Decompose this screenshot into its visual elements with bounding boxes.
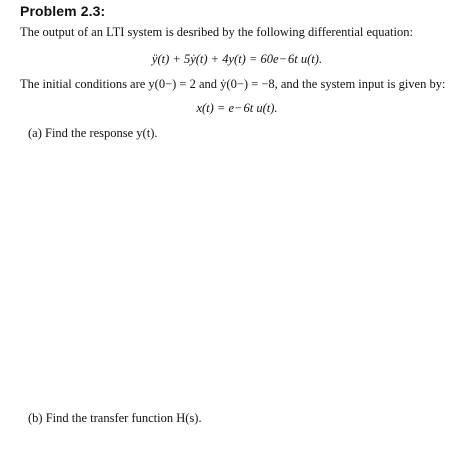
initial-conditions-text: The initial conditions are y(0−) = 2 and ẏ(0−) = −8, and the system input is given by: xyxy=(20,77,446,91)
problem-title: Problem 2.3: xyxy=(20,3,106,19)
differential-equation: ÿ(t) + 5ẏ(t) + 4y(t) = 60e− 6t u(t). xyxy=(151,52,323,66)
part-b-question: (b) Find the transfer function H(s). xyxy=(28,411,202,425)
input-equation: x(t) = e− 6t u(t). xyxy=(196,101,278,115)
part-a-question: (a) Find the response y(t). xyxy=(28,126,158,140)
problem-intro: The output of an LTI system is desribed by the following differential equation: xyxy=(20,25,413,39)
